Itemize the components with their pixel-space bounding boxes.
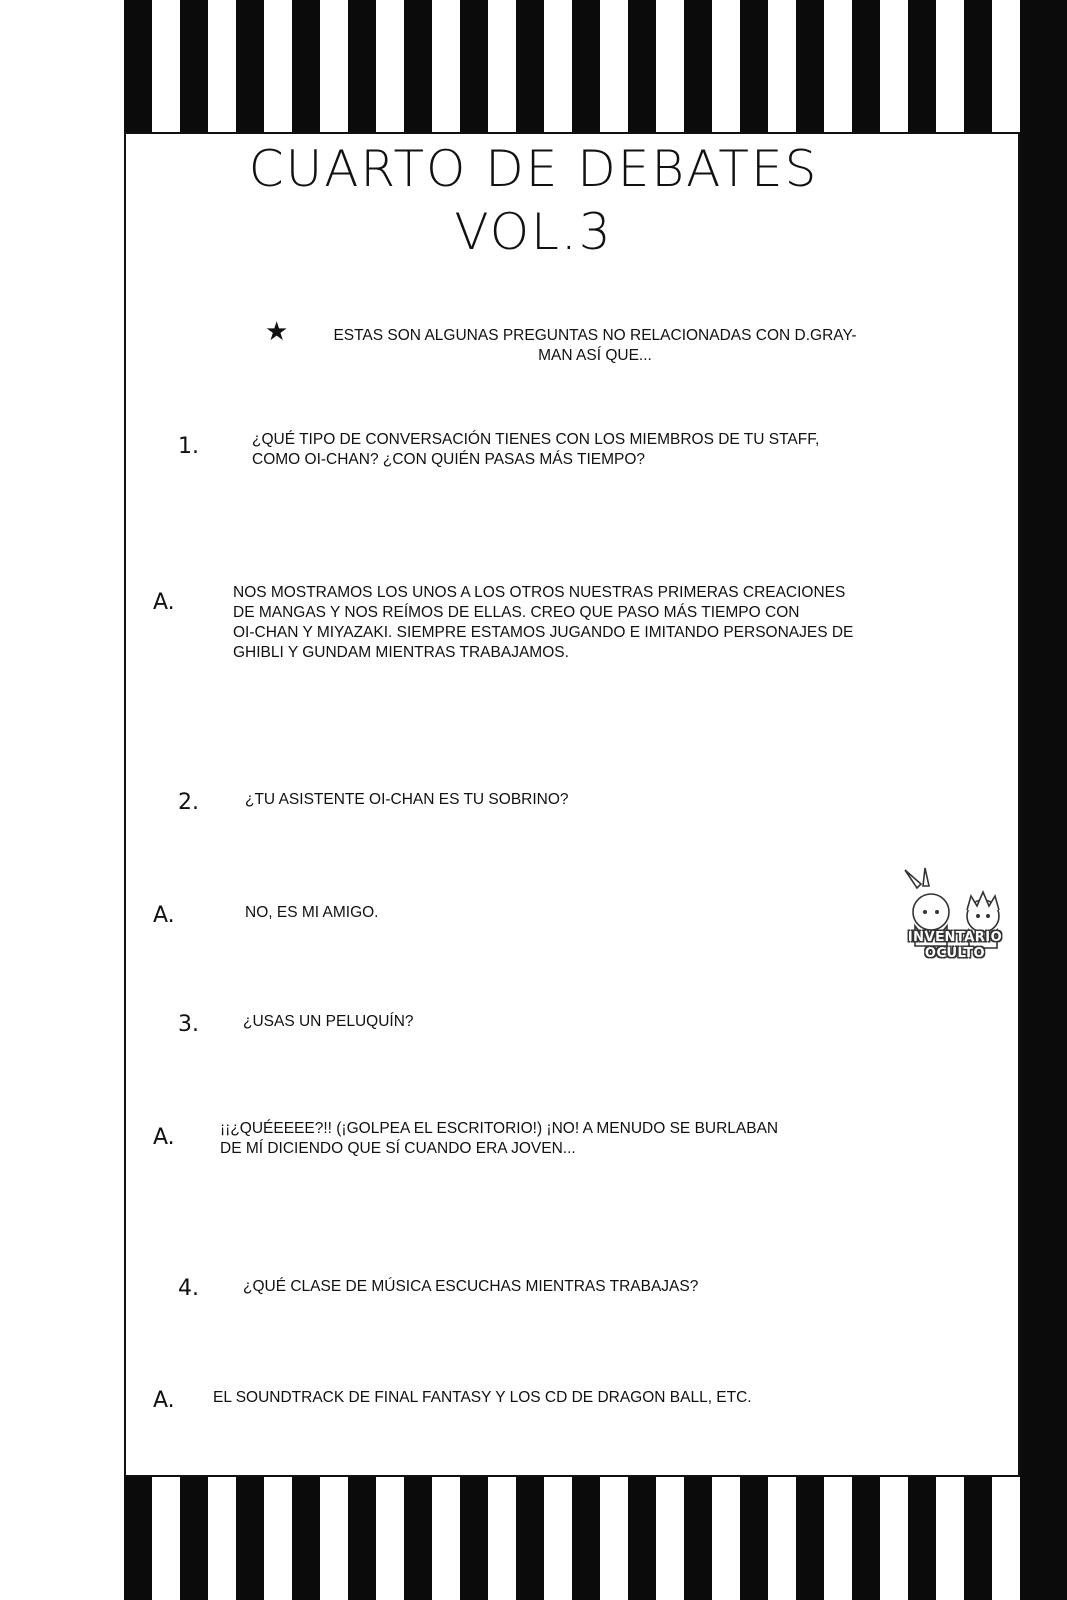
answer-marker-3: A.: [153, 1125, 175, 1150]
question-number-2: 2.: [178, 790, 199, 815]
answer-1: NOS MOSTRAMOS LOS UNOS A LOS OTROS NUESTRAS PRIMERAS CREACIONES DE MANGAS Y NOS REÍMOS DE ELLAS. CREO QUE PASO MÁS TIEMPO CON OI-CHAN Y MIYAZAKI. SIEMPRE ESTAMOS JUGANDO E IMITANDO PERSONAJES DE GHIBLI Y GUNDAM MIENTRAS TRABAJAMOS.: [233, 584, 854, 661]
question-2: ¿TU ASISTENTE OI-CHAN ES TU SOBRINO?: [245, 791, 569, 808]
answer-marker-2: A.: [153, 903, 175, 928]
star-icon: ★: [265, 316, 289, 346]
answer-marker-1: A.: [153, 590, 175, 615]
watermark-logo: [895, 866, 1015, 986]
question-4: ¿QUÉ CLASE DE MÚSICA ESCUCHAS MIENTRAS TRABAJAS?: [243, 1278, 699, 1295]
bottom-stripe-border: [124, 1477, 1020, 1600]
intro-text: ESTAS SON ALGUNAS PREGUNTAS NO RELACIONADAS CON D.GRAY-MAN ASÍ QUE...: [333, 327, 857, 364]
answer-marker-4: A.: [153, 1388, 175, 1413]
question-number-4: 4.: [178, 1276, 199, 1301]
watermark-line-1: INVENTARIO: [907, 930, 1003, 945]
answer-4: EL SOUNDTRACK DE FINAL FANTASY Y LOS CD DE DRAGON BALL, ETC.: [213, 1389, 752, 1406]
answer-3: ¡¡¿QUÉEEEE?!! (¡GOLPEA EL ESCRITORIO!) ¡NO! A MENUDO SE BURLABAN DE MÍ DICIENDO QUE SÍ CUANDO ERA JOVEN...: [220, 1120, 779, 1157]
question-number-1: 1.: [178, 434, 199, 459]
question-number-3: 3.: [178, 1012, 199, 1037]
page-title: CUARTO DE DEBATES: [248, 140, 819, 198]
page-subtitle-volume: VOL.3: [454, 203, 613, 261]
watermark-line-2: OCULTO: [924, 946, 986, 961]
top-stripe-border: [124, 0, 1020, 132]
question-1: ¿QUÉ TIPO DE CONVERSACIÓN TIENES CON LOS MIEMBROS DE TU STAFF, COMO OI-CHAN? ¿CON QUIÉN PASAS MÁS TIEMPO?: [252, 431, 820, 468]
answer-2: NO, ES MI AMIGO.: [245, 904, 379, 921]
question-3: ¿USAS UN PELUQUÍN?: [243, 1013, 414, 1030]
